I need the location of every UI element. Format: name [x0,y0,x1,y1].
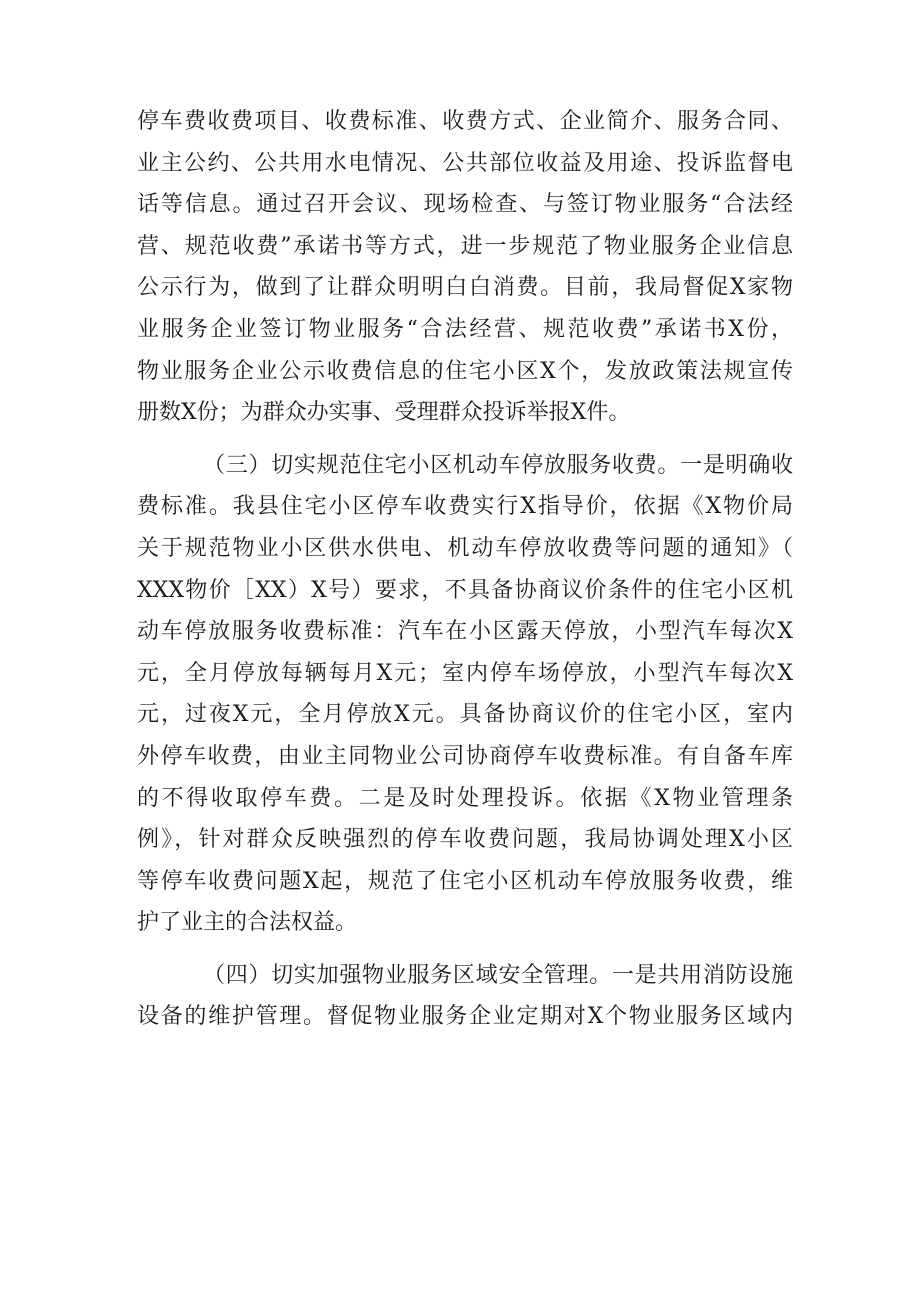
paragraph-3 [137,955,793,1038]
text-line: 的不得收取停车费。二是及时处理投诉。依据《X物业管理条 [137,785,793,811]
text-line: 公示行为，做到了让群众明明白白消费。目前，我局督促X家物 [137,275,793,301]
paragraph-2 [137,445,793,944]
text-line: 册数X份；为群众办实事、受理群众投诉举报X件。 [137,400,631,426]
text-line: 关于规范物业小区供水供电、机动车停放收费等问题的通知》（ [137,535,793,561]
text-line: 外停车收费，由业主同物业公司协商停车收费标准。有自备车库 [137,743,793,769]
text-line: 话等信息。通过召开会议、现场检查、与签订物业服务“合法经 [137,192,793,218]
text-line: 例》，针对群众反映强烈的停车收费问题，我局协调处理X小区 [137,827,793,853]
text-line: 元，过夜X元，全月停放X元。具备协商议价的住宅小区，室内 [137,702,793,728]
text-line: 动车停放服务收费标准：汽车在小区露天停放，小型汽车每次X [137,619,793,645]
text-line: 业主公约、公共用水电情况、公共部位收益及用途、投诉监督电 [137,150,793,176]
text-line: 营、规范收费”承诺书等方式，进一步规范了物业服务企业信息 [137,233,793,259]
text-line: 设备的维护管理。督促物业服务企业定期对X个物业服务区域内 [137,1004,793,1030]
text-line: （三）切实规范住宅小区机动车停放服务收费。一是明确收 [203,452,793,478]
text-line: 护了业主的合法权益。 [137,910,358,936]
text-line: （四）切实加强物业服务区域安全管理。一是共用消防设施 [203,962,793,988]
paragraph-1 [137,101,793,434]
text-line: 停车费收费项目、收费标准、收费方式、企业简介、服务合同、 [137,109,793,134]
paragraph-spacer [137,944,793,955]
text-line: 物业服务企业公示收费信息的住宅小区X个，发放政策法规宣传 [137,358,793,384]
document-body [137,101,793,1038]
text-line: 等停车收费问题X起，规范了住宅小区机动车停放服务收费，维 [137,868,793,894]
paragraph-spacer [137,434,793,445]
text-line: 元，全月停放每辆每月X元；室内停车场停放，小型汽车每次X [137,660,793,686]
text-line: XXX物价［XX）X号）要求，不具备协商议价条件的住宅小区机 [137,577,793,603]
text-line: 费标准。我县住宅小区停车收费实行X指导价，依据《X物价局 [137,494,793,520]
text-line: 业服务企业签订物业服务“合法经营、规范收费”承诺书X份， [137,316,793,342]
